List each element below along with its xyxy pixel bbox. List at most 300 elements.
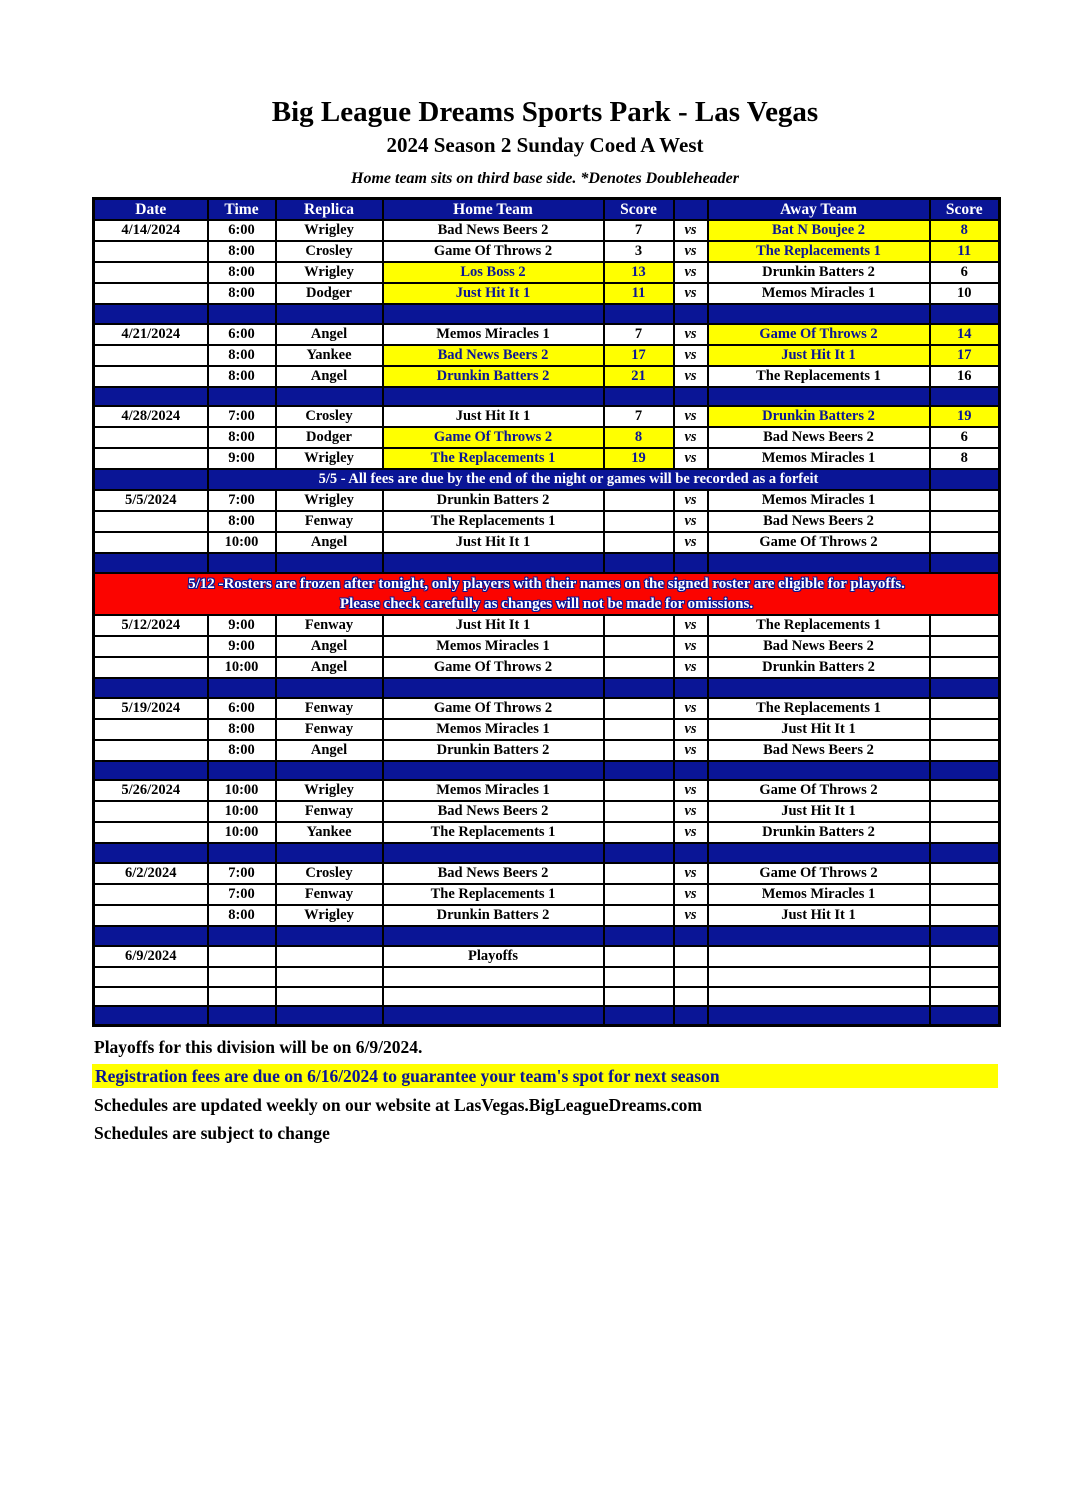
date-cell [94,657,208,678]
game-row [94,905,1000,926]
date-cell [94,905,208,926]
home-team-cell: Los Boss 2 [383,262,604,283]
spacer-cell [276,553,383,573]
time-cell: 8:00 [208,427,276,448]
away-score-cell [930,490,1000,511]
spacer-row [94,678,1000,698]
page-subtitle: 2024 Season 2 Sunday Coed A West [386,133,704,157]
time-cell: 7:00 [208,406,276,427]
blank-cell [604,987,674,1007]
home-score-cell [604,698,674,719]
schedule-table-body [94,220,1000,1026]
vs-cell: vs [674,427,708,448]
date-cell [94,636,208,657]
spacer-cell [383,553,604,573]
home-team-cell: Just Hit It 1 [383,532,604,553]
home-score-cell [604,946,674,967]
time-cell: 6:00 [208,324,276,345]
vs-cell: vs [674,740,708,761]
blank-cell [276,987,383,1007]
home-score-cell [604,780,674,801]
home-team-cell: Drunkin Batters 2 [383,366,604,387]
date-cell [94,532,208,553]
time-cell: 8:00 [208,283,276,304]
date-cell [94,366,208,387]
replica-cell: Wrigley [276,220,383,241]
away-score-cell [930,511,1000,532]
spacer-cell [930,843,1000,863]
spacer-cell [383,1006,604,1026]
spacer-cell [930,304,1000,324]
away-team-cell: Drunkin Batters 2 [708,657,930,678]
replica-cell: Fenway [276,511,383,532]
game-row [94,406,1000,427]
spacer-cell [383,387,604,407]
vs-cell: vs [674,719,708,740]
away-score-cell: 6 [930,427,1000,448]
home-team-cell: The Replacements 1 [383,511,604,532]
vs-cell: vs [674,905,708,926]
away-score-cell: 19 [930,406,1000,427]
blank-row [94,987,1000,1007]
blank-cell [930,987,1000,1007]
spacer-cell [94,387,208,407]
spacer-cell [708,926,930,946]
spacer-cell [674,678,708,698]
home-team-cell: Playoffs [383,946,604,967]
spacer-row [94,843,1000,863]
spacer-cell [674,1006,708,1026]
away-score-cell [930,822,1000,843]
spacer-cell [674,387,708,407]
time-cell [208,946,276,967]
replica-cell: Wrigley [276,905,383,926]
game-row [94,366,1000,387]
time-cell: 10:00 [208,780,276,801]
spacer-cell [208,304,276,324]
home-team-cell: Game Of Throws 2 [383,427,604,448]
home-score-cell [604,657,674,678]
vs-cell: vs [674,822,708,843]
spacer-cell [708,761,930,781]
away-team-cell: Memos Miracles 1 [708,448,930,469]
replica-cell: Yankee [276,822,383,843]
game-row [94,324,1000,345]
away-team-cell: Just Hit It 1 [708,719,930,740]
header-away-team: Away Team [708,199,930,221]
home-score-cell [604,490,674,511]
time-cell: 10:00 [208,657,276,678]
replica-cell: Fenway [276,884,383,905]
header-away-score: Score [930,199,1000,221]
blank-cell [708,967,930,987]
replica-cell: Fenway [276,801,383,822]
date-cell [94,241,208,262]
game-row [94,719,1000,740]
replica-cell: Crosley [276,863,383,884]
vs-cell: vs [674,345,708,366]
spacer-cell [208,678,276,698]
spacer-cell [930,469,1000,490]
home-score-cell [604,740,674,761]
date-cell: 6/9/2024 [94,946,208,967]
away-team-cell: The Replacements 1 [708,366,930,387]
replica-cell: Angel [276,636,383,657]
home-score-cell [604,905,674,926]
spacer-row [94,926,1000,946]
away-score-cell [930,698,1000,719]
home-team-cell: Drunkin Batters 2 [383,490,604,511]
game-row [94,241,1000,262]
header-replica: Replica [276,199,383,221]
away-score-cell: 10 [930,283,1000,304]
footer-playoffs-note: Playoffs for this division will be on 6/9/2024. [94,1037,423,1058]
date-cell: 6/2/2024 [94,863,208,884]
away-score-cell [930,780,1000,801]
spacer-cell [208,553,276,573]
away-team-cell: The Replacements 1 [708,698,930,719]
spacer-cell [604,387,674,407]
time-cell: 8:00 [208,905,276,926]
home-score-cell: 21 [604,366,674,387]
home-score-cell: 7 [604,406,674,427]
date-cell [94,448,208,469]
spacer-cell [383,761,604,781]
date-cell [94,801,208,822]
away-team-cell: Just Hit It 1 [708,345,930,366]
footer [92,1036,998,1144]
game-row [94,698,1000,719]
blank-row [94,967,1000,987]
away-team-cell: Just Hit It 1 [708,801,930,822]
date-cell [94,262,208,283]
footer-website-note: Schedules are updated weekly on our website at LasVegas.BigLeagueDreams.com [94,1095,702,1116]
spacer-row [94,1006,1000,1026]
game-row [94,490,1000,511]
vs-cell: vs [674,863,708,884]
spacer-cell [674,926,708,946]
vs-cell: vs [674,636,708,657]
home-score-cell: 3 [604,241,674,262]
replica-cell: Angel [276,657,383,678]
time-cell: 10:00 [208,801,276,822]
game-row [94,740,1000,761]
date-cell: 4/14/2024 [94,220,208,241]
spacer-cell [674,843,708,863]
home-score-cell [604,884,674,905]
spacer-cell [708,387,930,407]
footer-registration-note: Registration fees are due on 6/16/2024 to guarantee your team's spot for next season [92,1064,998,1088]
spacer-cell [276,761,383,781]
home-team-cell: Game Of Throws 2 [383,241,604,262]
spacer-cell [276,926,383,946]
game-row [94,345,1000,366]
away-team-cell: Game Of Throws 2 [708,324,930,345]
game-row [94,511,1000,532]
date-cell [94,740,208,761]
header-home-team: Home Team [383,199,604,221]
header-time: Time [208,199,276,221]
spacer-cell [276,1006,383,1026]
time-cell: 10:00 [208,822,276,843]
spacer-cell [930,553,1000,573]
blank-cell [383,967,604,987]
spacer-cell [930,1006,1000,1026]
spacer-cell [94,678,208,698]
spacer-cell [674,761,708,781]
game-row [94,220,1000,241]
game-row [94,532,1000,553]
away-score-cell [930,615,1000,636]
game-row [94,283,1000,304]
time-cell: 9:00 [208,448,276,469]
away-team-cell: Bad News Beers 2 [708,740,930,761]
home-score-cell: 13 [604,262,674,283]
home-score-cell [604,532,674,553]
spacer-cell [930,387,1000,407]
spacer-row [94,304,1000,324]
home-team-cell: Just Hit It 1 [383,406,604,427]
home-team-cell: Bad News Beers 2 [383,863,604,884]
replica-cell: Wrigley [276,262,383,283]
spacer-cell [208,761,276,781]
home-team-cell: The Replacements 1 [383,822,604,843]
away-team-cell: Bad News Beers 2 [708,511,930,532]
vs-cell: vs [674,366,708,387]
red-banner-line: Please check carefully as changes will not be made for omissions. [339,596,754,613]
spacer-cell [604,761,674,781]
vs-cell: vs [674,283,708,304]
vs-cell: vs [674,448,708,469]
away-score-cell [930,636,1000,657]
home-team-cell: The Replacements 1 [383,884,604,905]
away-team-cell: Bad News Beers 2 [708,427,930,448]
time-cell: 8:00 [208,366,276,387]
home-team-cell: The Replacements 1 [383,448,604,469]
replica-cell: Angel [276,740,383,761]
vs-cell: vs [674,511,708,532]
game-row [94,448,1000,469]
game-row [94,884,1000,905]
date-cell [94,822,208,843]
spacer-cell [604,553,674,573]
away-score-cell: 11 [930,241,1000,262]
header-home-score: Score [604,199,674,221]
spacer-cell [208,1006,276,1026]
spacer-cell [94,1006,208,1026]
date-cell [94,345,208,366]
time-cell: 8:00 [208,740,276,761]
spacer-cell [708,553,930,573]
spacer-cell [674,304,708,324]
time-cell: 8:00 [208,511,276,532]
replica-cell: Angel [276,324,383,345]
blank-cell [674,967,708,987]
replica-cell: Dodger [276,283,383,304]
spacer-cell [708,304,930,324]
time-cell: 7:00 [208,863,276,884]
spacer-cell [604,843,674,863]
game-row [94,657,1000,678]
replica-cell: Fenway [276,698,383,719]
spacer-cell [276,678,383,698]
game-row [94,615,1000,636]
away-team-cell: Memos Miracles 1 [708,283,930,304]
away-team-cell: The Replacements 1 [708,615,930,636]
red-banner-row [94,573,1000,615]
spacer-cell [94,469,208,490]
date-cell: 5/5/2024 [94,490,208,511]
away-score-cell [930,719,1000,740]
blank-cell [674,987,708,1007]
time-cell: 9:00 [208,636,276,657]
game-row [94,822,1000,843]
replica-cell [276,946,383,967]
date-cell [94,511,208,532]
away-score-cell [930,532,1000,553]
spacer-cell [930,761,1000,781]
away-score-cell: 17 [930,345,1000,366]
home-score-cell [604,822,674,843]
home-team-cell: Drunkin Batters 2 [383,905,604,926]
home-team-cell: Bad News Beers 2 [383,801,604,822]
navy-banner-row [94,469,1000,490]
time-cell: 9:00 [208,615,276,636]
red-banner-line: 5/12 -Rosters are frozen after tonight, only players with their names on the signed roster are eligible for playoffs. [188,576,905,593]
home-score-cell: 19 [604,448,674,469]
date-cell [94,283,208,304]
away-team-cell: Drunkin Batters 2 [708,822,930,843]
spacer-cell [276,843,383,863]
table-header-row [94,199,1000,221]
blank-cell [94,987,208,1007]
game-row [94,636,1000,657]
away-team-cell: Bat N Boujee 2 [708,220,930,241]
home-score-cell [604,511,674,532]
date-cell: 5/26/2024 [94,780,208,801]
away-team-cell: Game Of Throws 2 [708,532,930,553]
home-score-cell: 7 [604,220,674,241]
vs-cell: vs [674,406,708,427]
vs-cell: vs [674,532,708,553]
home-team-cell: Memos Miracles 1 [383,636,604,657]
schedule-table [92,197,1001,1027]
away-team-cell: Drunkin Batters 2 [708,262,930,283]
replica-cell: Fenway [276,615,383,636]
game-row [94,863,1000,884]
replica-cell: Angel [276,366,383,387]
date-cell [94,427,208,448]
vs-cell: vs [674,698,708,719]
spacer-row [94,387,1000,407]
away-team-cell: Memos Miracles 1 [708,490,930,511]
away-score-cell: 8 [930,448,1000,469]
spacer-cell [604,678,674,698]
vs-cell: vs [674,801,708,822]
date-cell [94,884,208,905]
replica-cell: Crosley [276,241,383,262]
game-row [94,946,1000,967]
spacer-cell [208,926,276,946]
away-score-cell [930,801,1000,822]
spacer-cell [604,304,674,324]
date-cell: 4/28/2024 [94,406,208,427]
game-row [94,780,1000,801]
away-score-cell [930,657,1000,678]
time-cell: 6:00 [208,220,276,241]
home-score-cell: 7 [604,324,674,345]
vs-cell: vs [674,657,708,678]
spacer-cell [708,678,930,698]
home-team-note: Home team sits on third base side. *Denotes Doubleheader [351,170,739,187]
home-score-cell [604,801,674,822]
spacer-cell [930,678,1000,698]
away-score-cell [930,884,1000,905]
home-score-cell: 8 [604,427,674,448]
spacer-cell [94,304,208,324]
blank-cell [94,967,208,987]
spacer-cell [674,553,708,573]
away-score-cell [930,740,1000,761]
vs-cell: vs [674,324,708,345]
spacer-cell [604,1006,674,1026]
header-vs [674,199,708,221]
home-team-cell: Bad News Beers 2 [383,345,604,366]
spacer-row [94,553,1000,573]
replica-cell: Wrigley [276,490,383,511]
home-score-cell [604,615,674,636]
home-score-cell: 11 [604,283,674,304]
away-team-cell: Game Of Throws 2 [708,863,930,884]
time-cell: 6:00 [208,698,276,719]
spacer-cell [94,761,208,781]
spacer-cell [708,843,930,863]
blank-cell [208,987,276,1007]
home-team-cell: Memos Miracles 1 [383,324,604,345]
away-score-cell: 16 [930,366,1000,387]
blank-cell [930,967,1000,987]
navy-banner-cell: 5/5 - All fees are due by the end of the night or games will be recorded as a forfeit [208,469,930,490]
spacer-cell [94,843,208,863]
date-cell: 4/21/2024 [94,324,208,345]
away-team-cell: The Replacements 1 [708,241,930,262]
away-team-cell: Bad News Beers 2 [708,636,930,657]
home-team-cell: Just Hit It 1 [383,283,604,304]
away-score-cell [930,905,1000,926]
time-cell: 8:00 [208,241,276,262]
home-team-cell: Game Of Throws 2 [383,698,604,719]
spacer-cell [708,1006,930,1026]
home-score-cell [604,636,674,657]
time-cell: 8:00 [208,719,276,740]
time-cell: 8:00 [208,262,276,283]
time-cell: 8:00 [208,345,276,366]
spacer-cell [94,553,208,573]
away-team-cell: Game Of Throws 2 [708,780,930,801]
replica-cell: Yankee [276,345,383,366]
away-team-cell [708,946,930,967]
away-score-cell: 6 [930,262,1000,283]
date-cell [94,719,208,740]
spacer-cell [930,926,1000,946]
away-team-cell: Just Hit It 1 [708,905,930,926]
blank-cell [208,967,276,987]
blank-cell [383,987,604,1007]
schedule-document [0,96,1088,1144]
home-team-cell: Drunkin Batters 2 [383,740,604,761]
home-team-cell: Bad News Beers 2 [383,220,604,241]
blank-cell [604,967,674,987]
